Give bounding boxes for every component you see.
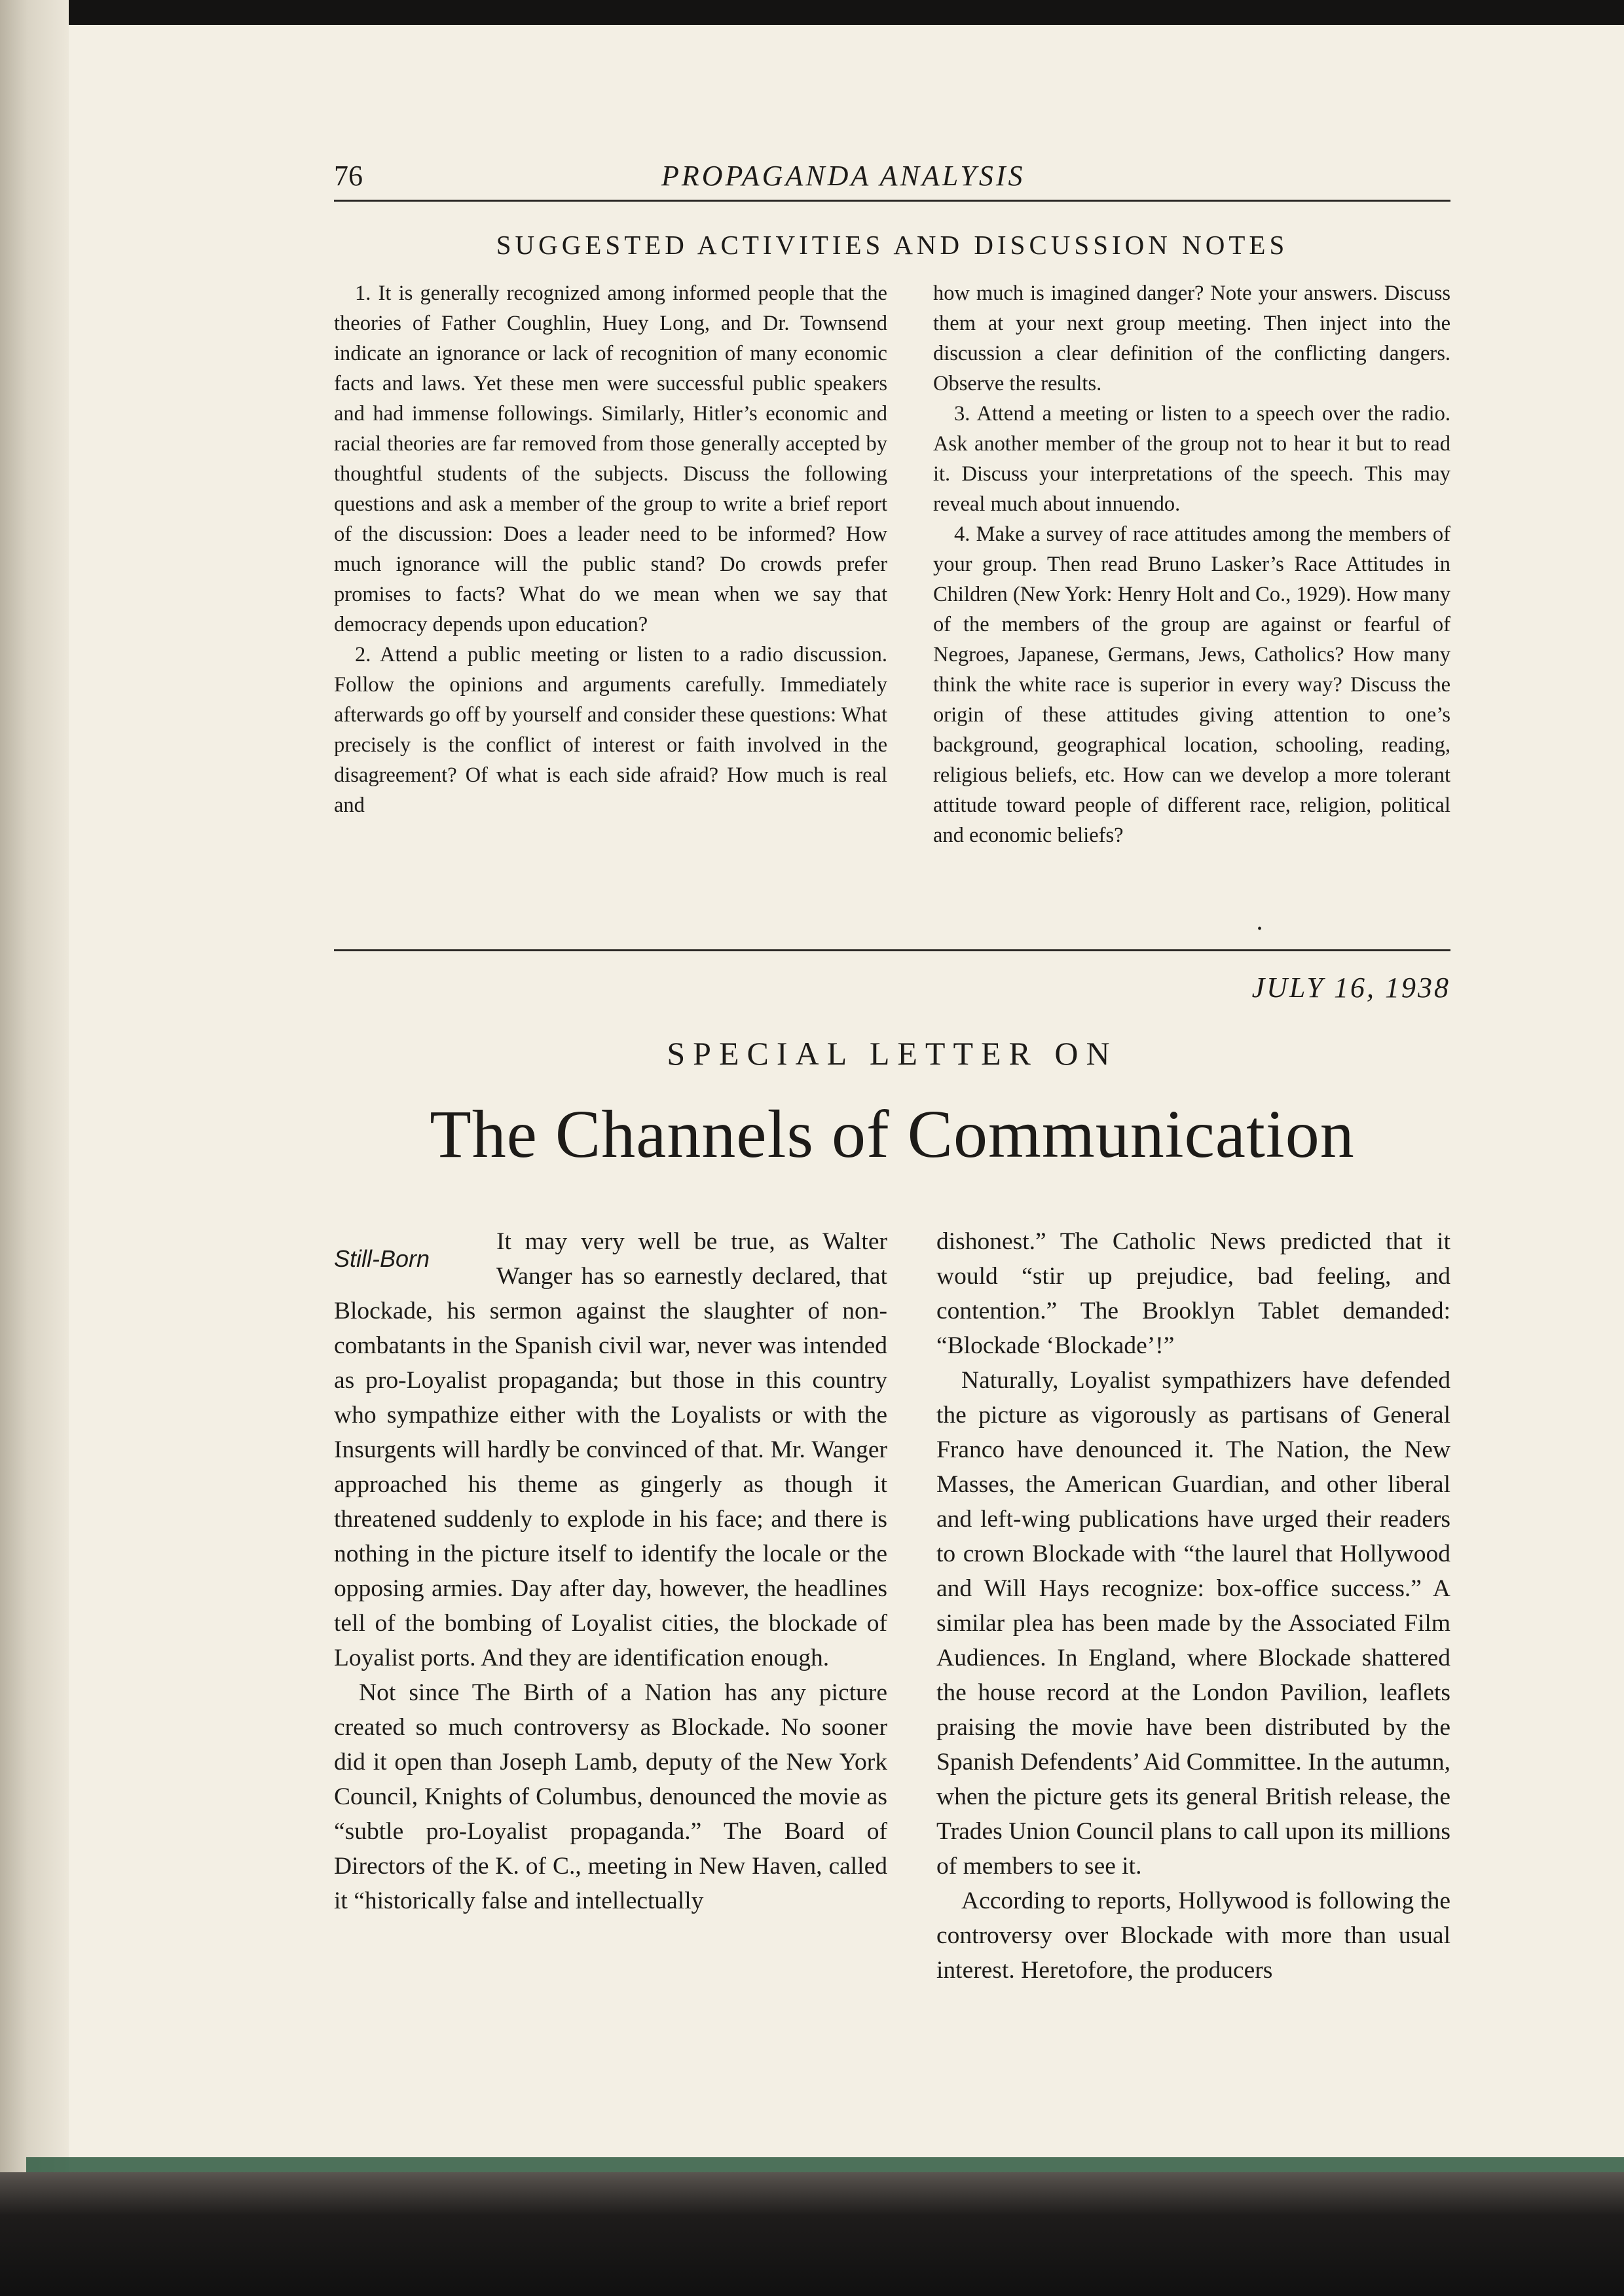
stray-mark: • [1257, 922, 1263, 936]
activity-paragraph: 4. Make a survey of race attitudes among the members of your group. Then read Bruno Lasker’s Race Attitudes in Children (New York: Henry Holt and Co., 1929). How many of the members of the group are against or fearful of Negroes, Japanese, Germans, Jews, Catholics? How many think the white race is superior in every way? Discuss the origin of these attitudes giving attention to one’s background, geographical location, schooling, reading, religious beliefs, etc. How can we develop a more tolerant attitude toward people of different race, religion, political and economic beliefs? [933, 522, 1450, 847]
scan-top-edge [0, 0, 1624, 25]
letter-paragraph: According to reports, Hollywood is following the controversy over Blockade with more than usual interest. Heretofore, the producers [936, 1887, 1450, 1984]
scan-bottom-edge [0, 2172, 1624, 2296]
letter-kicker: SPECIAL LETTER ON [667, 1035, 1118, 1072]
letter-paragraph: dishonest.” The Catholic News predicted that it would “stir up prejudice, bad feeling, and contention.” The Brooklyn Tablet demanded: “Blockade ‘Blockade’!” [936, 1228, 1450, 1359]
sidehead: Still-Born [334, 1245, 430, 1272]
activity-paragraph: 2. Attend a public meeting or listen to a radio discussion. Follow the opinions and arguments carefully. Immediately afterwards go off by yourself and consider these questions: What precisely is the conflict of interest or faith involved in the disagreement? Of what is each side afraid? How much is real and [334, 643, 887, 817]
letter-date: JULY 16, 1938 [1251, 972, 1450, 1004]
letter-right-column [936, 1224, 1450, 1988]
activities-left-column [334, 278, 887, 820]
activity-paragraph: 3. Attend a meeting or listen to a speech over the radio. Ask another member of the group not to hear it but to read it. Discuss your interpretations of the speech. This may reveal much about innuendo. [933, 402, 1450, 516]
activity-paragraph: 1. It is generally recognized among informed people that the theories of Father Coughlin, Huey Long, and Dr. Townsend indicate an ignorance or lack of recognition of many economic facts and laws. Yet these men were successful public speakers and had immense followings. Similarly, Hitler’s economic and racial theories are far removed from those generally accepted by thoughtful students of the subjects. Discuss the following questions and ask a member of the group to write a brief report of the discussion: Does a leader need to be informed? How much ignorance will the public stand? Do crowds prefer promises to facts? What do we mean when we say that democracy depends upon education? [334, 282, 887, 636]
activities-heading: SUGGESTED ACTIVITIES AND DISCUSSION NOTES [496, 230, 1289, 260]
page-number: 76 [334, 160, 363, 192]
letter-left-column [334, 1224, 887, 1918]
letter-paragraph: Naturally, Loyalist sympathizers have defended the picture as vigorously as partisans of General Franco have denounced it. The Nation, the New Masses, the American Guardian, and other liberal and left-wing publications have urged their readers to crown Blockade with “the laurel that Hollywood and Will Hays recognize: box-office success.” A similar plea has been made by the Associated Film Audiences. In England, where Blockade shattered the house record at the London Pavilion, leaflets praising the movie have been distributed by the Spanish Defendents’ Aid Committee. In the autumn, when the picture gets its general British release, the Trades Union Council plans to call upon its millions of members to see it. [936, 1367, 1450, 1880]
section-divider [334, 949, 1450, 951]
activity-paragraph: how much is imagined danger? Note your answers. Discuss them at your next group meeting. Then inject into the discussion a clear definition of the conflicting dangers. Observe the results. [933, 282, 1450, 395]
running-title: PROPAGANDA ANALYSIS [661, 160, 1025, 192]
activities-right-column [933, 278, 1450, 850]
letter-paragraph: It may very well be true, as Walter Wanger has so earnestly declared, that Blockade, his sermon against the slaughter of non-combatants in the Spanish civil war, never was intended as pro-Loyalist propaganda; but those in this country who sympathize either with the Loyalists or with the Insurgents will hardly be convinced of that. Mr. Wanger approached his theme as gingerly as though it threatened suddenly to explode in his face; and there is nothing in the picture itself to identify the locale or the opposing armies. Day after day, however, the headlines tell of the bombing of Loyalist cities, the blockade of Loyalist ports. And they are identification enough. [334, 1228, 887, 1671]
running-header [334, 147, 1450, 202]
letter-paragraph: Not since The Birth of a Nation has any picture created so much controversy as Blockade. No sooner did it open than Joseph Lamb, deputy of the New York Council, Knights of Columbus, denounced the movie as “subtle pro-Loyalist propaganda.” The Board of Directors of the K. of C., meeting in New Haven, called it “historically false and intellectually [334, 1679, 887, 1914]
book-spine-shadow [0, 0, 69, 2296]
letter-headline: The Channels of Communication [430, 1097, 1355, 1172]
